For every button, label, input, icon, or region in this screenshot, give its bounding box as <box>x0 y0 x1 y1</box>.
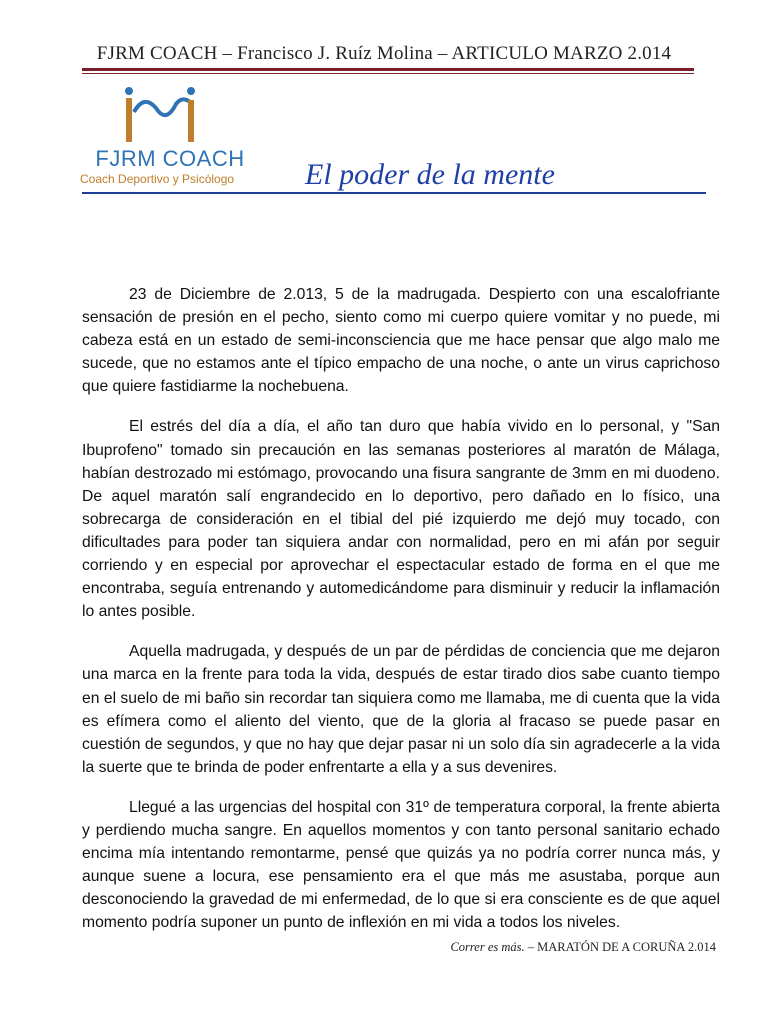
paragraph: 23 de Diciembre de 2.013, 5 de la madrugada. Despierto con una escalofriante sensación de presión en el pecho, siento como mi cuerpo quiere vomitar y no puede, mi cabeza está en un estado de semi-inconsciencia que me hace pensar que algo malo me sucede, que no estamos ante el típico empacho de una noche, o ante un virus caprichoso que quiere fastidiarme la nochebuena. <box>82 286 720 396</box>
logo <box>80 86 260 192</box>
paragraph: Aquella madrugada, y después de un par de pérdidas de conciencia que me dejaron una marca en la frente para toda la vida, después de estar tirado dios sabe cuanto tiempo en el suelo de mi baño sin recordar tan siquiera como me llamaba, me di cuenta que la vida es efímera como el aliento del viento, que de la gloria al fracaso se puede pasar en cuestión de segundos, y que no hay que dejar pasar ni un solo día sin agradecerle a la vida la suerte que te brinda de poder enfrentarte a ella y a sus devenires. <box>82 643 720 776</box>
title-underline <box>82 192 706 194</box>
header-rule-thin <box>82 73 694 74</box>
page-footer <box>450 940 716 955</box>
footer-slogan: Correr es más. <box>450 940 525 954</box>
logo-name: FJRM COACH <box>95 146 245 171</box>
article-body <box>82 283 720 951</box>
logo-runner-icon <box>120 86 210 146</box>
paragraph: Llegué a las urgencias del hospital con 31º de temperatura corporal, la frente abierta y perdiendo mucha sangre. En aquellos momentos y con tanto personal sanitario echado encima mía intentando remontarme, pensé que quizás ya no podría correr nunca más, y aunque suene a locura, ese pensamiento era el que más me asustaba, porque aun desconociendo la gravedad de mi enfermedad, de lo que si era consciente es de que aquel momento podría suponer un punto de inflexión en mi vida a todos los niveles. <box>82 798 720 932</box>
header-rule <box>82 68 694 71</box>
footer-event: – MARATÓN DE A CORUÑA 2.014 <box>524 940 716 954</box>
paragraph: El estrés del día a día, el año tan duro que había vivido en lo personal, y "San Ibuprofeno" tomado sin precaución en las semanas posteriores al maratón de Málaga, habían destrozado mi estómago, provocando una fisura sangrante de 3mm en mi duodeno. De aquel maratón salí engrandecido en lo deportivo, pero dañado en lo físico, una sobrecarga de consideración en el tibial del pié izquierdo me dejó muy tocado, con dificultades para poder tan siquiera andar con normalidad, pero en mi afán por seguir corriendo y en especial por aprovechar el espectacular estado de forma en el que me encontraba, seguía entrenando y automedicándome para disminuir y reducir la inflamación lo antes posible. <box>82 418 720 621</box>
page-header: FJRM COACH – Francisco J. Ruíz Molina – ARTICULO MARZO 2.014 <box>96 43 672 64</box>
article-title: El poder de la mente <box>305 158 555 191</box>
logo-subtitle: Coach Deportivo y Psicólogo <box>80 172 235 186</box>
